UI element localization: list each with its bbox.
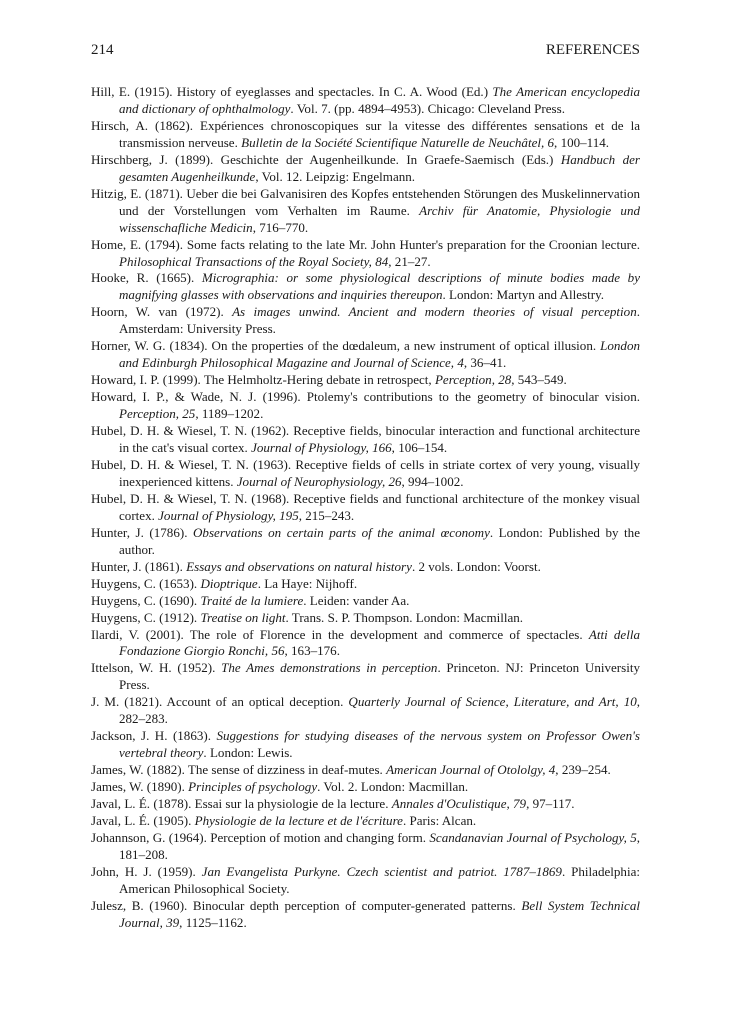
reference-entry [91,762,640,779]
reference-text: . La Haye: Nijhoff. [257,575,358,591]
reference-entry [91,338,640,372]
reference-text: Hunter, J. (1786). [91,524,193,540]
reference-text: , 282–283. [119,694,641,727]
reference-text: Javal, L. É. (1905). [91,812,195,828]
reference-entry [91,525,640,559]
reference-text: Hoorn, W. van (1972). [91,304,233,320]
reference-text: , 239–254. [555,762,611,778]
reference-entry [91,372,640,389]
reference-source-title: Journal of Physiology, 166 [251,440,392,456]
reference-text: . Vol. 2. London: Macmillan. [317,779,469,795]
reference-text: Howard, I. P. (1999). The Helmholtz-Hering debate in retrospect, [91,372,435,388]
reference-text: . Trans. S. P. Thompson. London: Macmillan. [285,609,524,625]
reference-text: James, W. (1882). The sense of dizziness in deaf-mutes. [91,762,387,778]
reference-text: . Princeton. NJ: Princeton University Press. [119,660,640,693]
reference-text: Hubel, D. H. & Wiesel, T. N. (1963). Receptive fields of cells in striate cortex of very young, visually inexperienced kittens. [91,456,640,489]
reference-source-title: American Journal of Otololgy, 4 [386,762,556,778]
reference-text: , 1189–1202. [195,406,264,422]
reference-source-title: Essays and observations on natural history [186,558,412,574]
reference-entry [91,610,640,627]
reference-list [91,84,640,932]
reference-text: Julesz, B. (1960). Binocular depth perception of computer-generated patterns. [91,897,522,913]
reference-text: Javal, L. É. (1878). Essai sur la physiologie de la lecture. [91,796,392,812]
reference-text: , 163–176. [284,643,340,659]
reference-source-title: Atti della Fondazione Giorgio Ronchi, 56 [119,626,640,659]
reference-entry [91,304,640,338]
reference-text: Hirschberg, J. (1899). Geschichte der Augenheilkunde. In Graefe-Saemisch (Eds.) [91,151,561,167]
reference-text: , 106–154. [391,440,448,456]
reference-text: , Vol. 12. Leipzig: Engelmann. [255,168,416,184]
reference-text: Hubel, D. H. & Wiesel, T. N. (1962). Receptive fields, binocular interaction and functional architecture in the cat's visual cortex. [91,423,640,456]
reference-source-title: Physiologie de la lecture et de l'écriture [194,812,403,828]
reference-source-title: Journal of Physiology, 195 [158,507,299,523]
reference-text: . Philadelphia: American Philosophical Society. [119,863,640,896]
reference-source-title: The Ames demonstrations in perception [221,660,438,676]
reference-entry [91,559,640,576]
reference-source-title: London and Edinburgh Philosophical Magazine and Journal of Science, 4 [119,338,640,371]
running-header [91,42,640,64]
reference-text: J. M. (1821). Account of an optical deception. [91,694,349,710]
reference-text: . Paris: Alcan. [402,812,477,828]
reference-source-title: Principles of psychology [188,779,318,795]
reference-entry [91,576,640,593]
reference-text: . Leiden: vander Aa. [303,592,410,608]
reference-source-title: Suggestions for studying diseases of the nervous system on Professor Owen's vertebral theory [119,728,640,761]
reference-source-title: Philosophical Transactions of the Royal Society, 84 [119,253,389,269]
reference-source-title: Perception, 25 [119,406,196,422]
reference-entry [91,84,640,118]
reference-source-title: Journal of Neurophysiology, 26 [236,473,402,489]
reference-entry [91,118,640,152]
reference-source-title: Perception, 28 [434,372,512,388]
reference-text: , 100–114. [554,134,610,150]
reference-text: , 543–549. [511,372,567,388]
reference-entry [91,898,640,932]
reference-source-title: The American encyclopedia and dictionary of ophthalmology [119,84,641,116]
reference-entry [91,389,640,423]
reference-source-title: Traité de la lumiere [200,592,304,608]
reference-text: Johannson, G. (1964). Perception of motion and changing form. [91,829,430,845]
reference-source-title: Bell System Technical Journal, 39 [119,897,640,930]
reference-text: Hubel, D. H. & Wiesel, T. N. (1968). Receptive fields and functional architecture of the monkey visual cortex. [91,490,640,523]
reference-entry [91,152,640,186]
reference-text: Hirsch, A. (1862). Expériences chronoscopiques sur la vitesse des différentes sensations et de la transmission nerveuse. [91,117,640,150]
reference-entry [91,186,640,237]
reference-text: . 2 vols. London: Voorst. [411,558,541,574]
running-head-title: REFERENCES [545,42,640,58]
reference-text: Huygens, C. (1690). [91,592,201,608]
page [91,42,640,932]
reference-text: Hooke, R. (1665). [91,270,202,286]
reference-entry [91,627,640,661]
reference-source-title: Jan Evangelista Purkyne. Czech scientist and patriot. 1787–1869 [201,863,562,879]
reference-source-title: As images unwind. Ancient and modern theories of visual perception [232,304,637,320]
page-number: 214 [91,42,114,58]
reference-source-title: Handbuch der gesamten Augenheilkunde [119,151,640,184]
reference-text: Howard, I. P., & Wade, N. J. (1996). Ptolemy's contributions to the geometry of binocular vision. [91,389,640,405]
reference-text: , 994–1002. [401,473,464,489]
reference-text: James, W. (1890). [91,779,189,795]
reference-entry [91,864,640,898]
reference-entry [91,660,640,694]
reference-source-title: Observations on certain parts of the animal œconomy [193,524,490,540]
reference-text: , 21–27. [388,253,431,269]
reference-text: , 1125–1162. [179,914,247,930]
reference-entry [91,457,640,491]
reference-entry [91,491,640,525]
reference-text: Jackson, J. H. (1863). [91,728,217,744]
reference-entry [91,237,640,271]
reference-text: Hunter, J. (1861). [91,558,187,574]
reference-entry [91,728,640,762]
reference-text: John, H. J. (1959). [91,863,202,879]
reference-text: , 181–208. [119,829,640,862]
reference-text: Huygens, C. (1653). [91,575,201,591]
reference-entry [91,593,640,610]
reference-source-title: Bulletin de la Société Scientifique Naturelle de Neuchâtel, 6 [241,134,555,150]
reference-entry [91,270,640,304]
reference-source-title: Scandanavian Journal of Psychology, 5 [429,829,637,845]
reference-source-title: Annales d'Oculistique, 79 [391,796,527,812]
reference-text: Ilardi, V. (2001). The role of Florence in the development and commerce of spectacles. [91,626,589,642]
reference-text: Ittelson, W. H. (1952). [91,660,222,676]
reference-text: Hitzig, E. (1871). Ueber die bei Galvanisiren des Kopfes entstehenden Störungen des Muskelinnervation und der Vorstellungen vom Verhalten im Raume. [91,185,640,218]
reference-text: , 716–770. [252,219,309,235]
reference-text: . Amsterdam: University Press. [119,304,640,337]
reference-text: . London: Published by the author. [119,524,640,557]
reference-source-title: Archiv für Anatomie, Physiologie und wissenschafliche Medicin [119,202,641,235]
reference-entry [91,830,640,864]
reference-text: . Vol. 7. (pp. 4894–4953). Chicago: Cleveland Press. [290,100,565,116]
reference-entry [91,423,640,457]
reference-source-title: Quarterly Journal of Science, Literature, and Art, 10 [348,694,637,710]
reference-text: Horner, W. G. (1834). On the properties of the dœdaleum, a new instrument of optical illusion. [91,338,601,354]
reference-text: Home, E. (1794). Some facts relating to the late Mr. John Hunter's preparation for the Croonian lecture. [91,236,640,252]
reference-entry [91,779,640,796]
reference-text: , 36–41. [463,355,507,371]
reference-text: . London: Martyn and Allestry. [442,287,605,303]
reference-text: , 215–243. [298,507,355,523]
reference-source-title: Dioptrique [200,575,258,591]
reference-text: Huygens, C. (1912). [91,609,201,625]
reference-text: , 97–117. [526,796,575,812]
reference-text: . London: Lewis. [203,745,293,761]
reference-entry [91,813,640,830]
reference-source-title: Treatise on light [200,609,286,625]
reference-entry [91,796,640,813]
reference-source-title: Micrographia: or some physiological descriptions of minute bodies made by magnifying glasses with observations and inquiries thereupon [119,270,640,303]
reference-text: Hill, E. (1915). History of eyeglasses and spectacles. In C. A. Wood (Ed.) [91,84,493,99]
reference-entry [91,694,640,728]
